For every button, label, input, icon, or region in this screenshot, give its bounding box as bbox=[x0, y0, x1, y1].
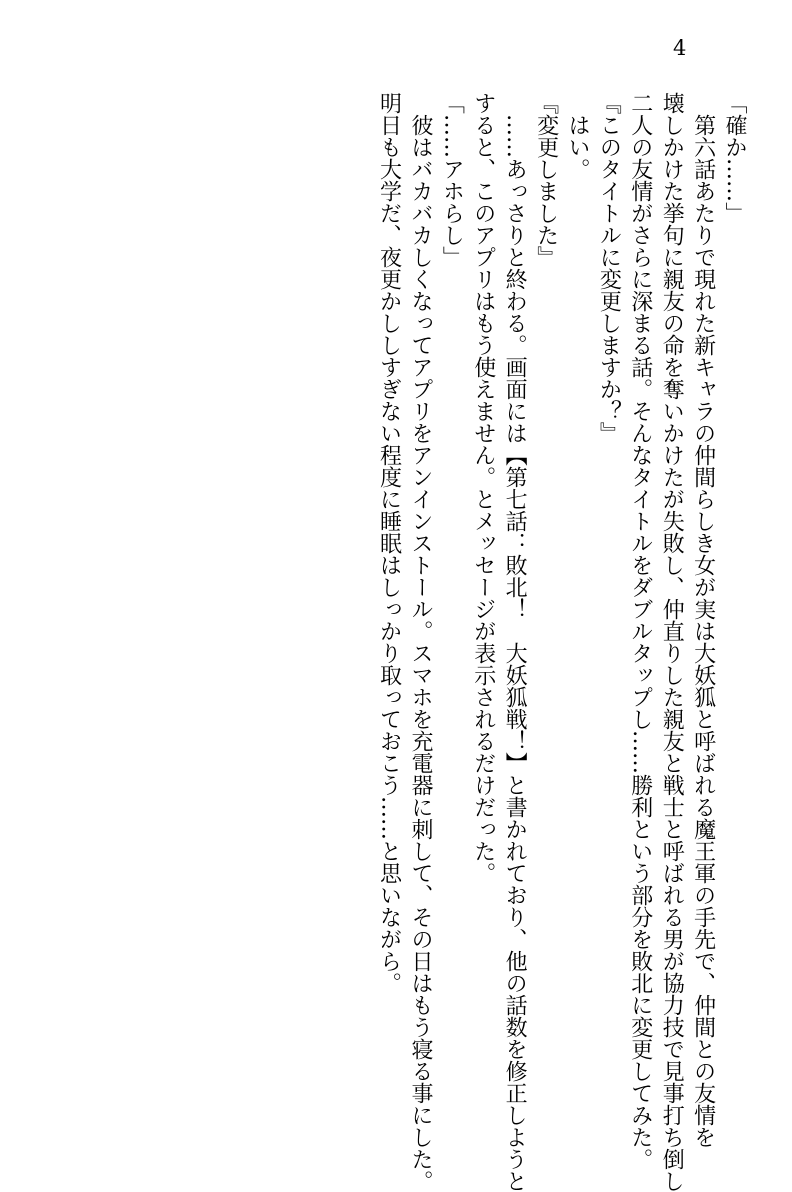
page-number: 4 bbox=[673, 36, 687, 60]
text-line: 『このタイトルに変更しますか？』 bbox=[596, 92, 622, 444]
text-line: ……あっさりと終わる。画面には【第七話：敗北！ 大妖狐戦！】と書かれており、他の話数を修正しようと bbox=[502, 92, 528, 1192]
text-line: 『変更しました』 bbox=[533, 92, 559, 268]
vertical-body-text bbox=[170, 92, 750, 1192]
text-line: 「確か……」 bbox=[722, 92, 747, 224]
text-line: 明日も大学だ、夜更かししすぎない程度に睡眠はしっかり取っておこう……と思いながら。 bbox=[376, 92, 402, 994]
text-line: はい。 bbox=[564, 92, 590, 180]
text-line: すると、このアプリはもう使えません。とメッセージが表示されるだけだった。 bbox=[470, 92, 496, 884]
text-line: 彼はバカバカしくなってアプリをアンインストール。スマホを充電器に刺して、その日はもう寝る事にした。 bbox=[407, 92, 433, 1192]
text-line: 二人の友情がさらに深まる話。そんなタイトルをダブルタップし……勝利という部分を敗北に変更してみた。 bbox=[627, 92, 653, 1170]
text-line: 「……アホらし」 bbox=[439, 92, 465, 268]
text-line: 壊しかけた挙句に親友の命を奪いかけたが失敗し、仲直りした親友と戦士と呼ばれる男が協力技で見事打ち倒し bbox=[659, 92, 685, 1192]
text-line: 第六話あたりで現れた新キャラの仲間らしき女が実は大妖狐と呼ばれる魔王軍の手先で、仲間との友情を bbox=[690, 92, 716, 1148]
